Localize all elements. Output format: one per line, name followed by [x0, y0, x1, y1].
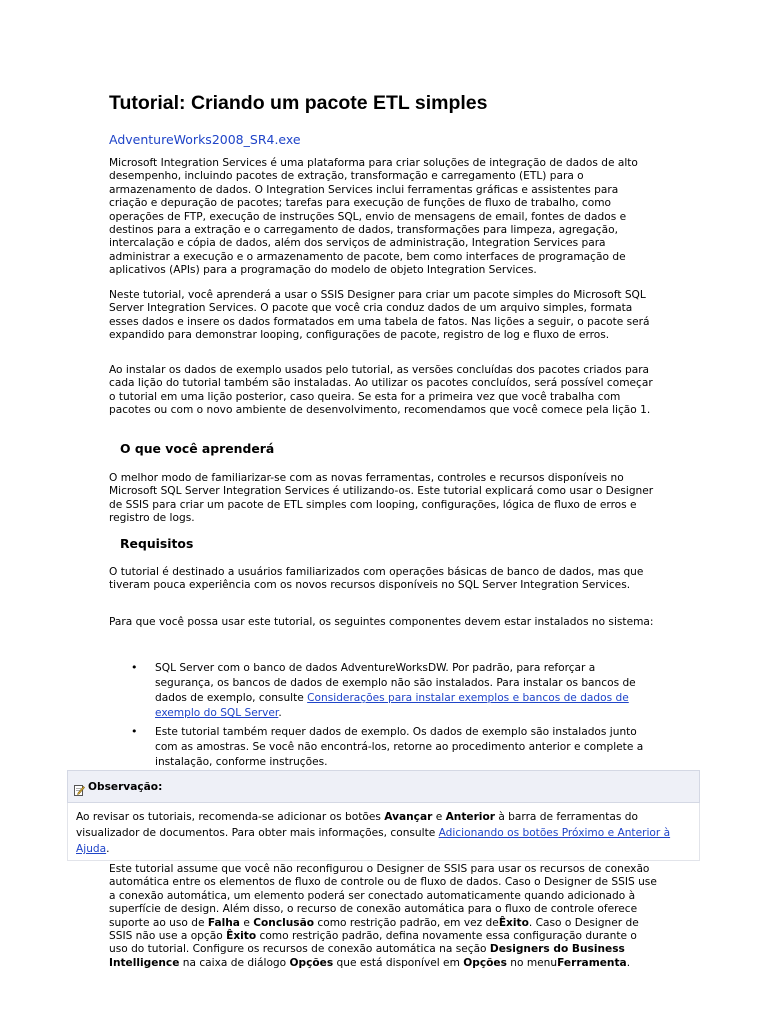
note-text: à barra de ferramentas do visualizador de documentos. Para obter mais informações, consulte: [76, 811, 638, 839]
paragraph-text: como restrição padrão, em vez de: [314, 916, 499, 929]
note-text: Ao revisar os tutoriais, recomenda-se adicionar os botões: [76, 811, 385, 823]
paragraph-text: Este tutorial assume que você não reconfigurou o Designer de SSIS para usar os recursos de conexão automática entre os elementos de fluxo de controle ou de fluxo de dados. Caso o Designer de SSIS use a conexão automática, um elemento poderá ser conectado automaticamente quando adicionado à superfície de design. Além disso, o recurso de conexão automática para o fluxo de controle oferece suporte ao uso de: [109, 863, 657, 929]
bold-text: Êxito: [498, 916, 529, 929]
list-item-text: .: [278, 707, 282, 719]
requirements-paragraph: O tutorial é destinado a usuários familiarizados com operações básicas de banco de dados, mas que tiveram pouca experiência com os novos recursos disponíveis no SQL Server Integration Services.: [109, 566, 644, 592]
paragraph-text: . Caso o Designer de SSIS não use a opção: [109, 916, 639, 943]
add-buttons-help-link[interactable]: Adicionando os botões Próximo e Anterior à Ajuda: [76, 827, 671, 855]
list-item-text: Este tutorial também requer dados de exemplo. Os dados de exemplo são instalados junto com as amostras. Se você não encontrá-los, retorne ao procedimento anterior e complete a instalação, conforme instruções.: [155, 726, 644, 768]
paragraph-text: como restrição padrão, defina novamente essa configuração durante o uso do tutorial. Configure os recursos de conexão automática na seção: [109, 930, 637, 956]
intro-paragraph: Ao instalar os dados de exemplo usados pelo tutorial, as versões concluídas dos pacotes criados para cada lição do tutorial também são instaladas. Ao utilizar os pacotes concluídos, será possível começar o tutorial em uma lição posterior, caso queira. Se esta for a primeira vez que você trabalha com pacotes ou com o novo ambiente de desenvolvimento, recomendamos que você comece pela lição 1.: [109, 364, 653, 417]
bullet: •: [131, 661, 138, 674]
bullet: •: [131, 725, 138, 738]
bold-text: Ferramenta: [557, 956, 627, 969]
intro-paragraph: Neste tutorial, você aprenderá a usar o SSIS Designer para criar um pacote simples do Microsoft SQL Server Integration Services. O pacote que você cria conduz dados de um arquivo simples, formata esses dados e insere os dados formatados em uma tabela de fatos. Nas lições a seguir, o pacote será expandido para demonstrar looping, configurações de pacote, registro de log e fluxo de erros.: [109, 289, 650, 342]
paragraph-text: no menu: [506, 956, 558, 969]
note-text: .: [106, 843, 110, 855]
note-bold-text: Anterior: [445, 811, 495, 823]
list-item: [109, 661, 657, 721]
intro-paragraph: Microsoft Integration Services é uma plataforma para criar soluções de integração de dados de alto desempenho, incluindo pacotes de extração, transformação e carregamento (ETL) para o armazenamento de dados. O Integration Services inclui ferramentas gráficas e assistentes para criação e depuração de pacotes; tarefas para execução de funções de fluxo de trabalho, como operações de FTP, execução de instruções SQL, envio de mensagens de email, fontes de dados e destinos para a extração e o carregamento de dados, transformações para limpeza, agregação, intercalação e cópia de dados, além dos serviços de administração, Integration Services para administrar a execução e o armazenamento de pacote, bem como interfaces de programação de aplicativos (APIs) para a programação do modelo de objeto Integration Services.: [109, 157, 638, 277]
note-header: [67, 770, 700, 803]
note-body: [67, 803, 700, 861]
note-bold-text: Avançar: [384, 811, 433, 823]
autoconnect-paragraph: [109, 863, 657, 970]
bold-text: Falha: [207, 916, 240, 929]
section-heading-requirements: Requisitos: [120, 536, 194, 551]
note-pencil-icon: [74, 781, 85, 800]
list-item-text: SQL Server com o banco de dados AdventureWorksDW. Por padrão, para reforçar a segurança, os bancos de dados de exemplo não são instalados. Para instalar os bancos de dados de exemplo, consulte: [155, 662, 636, 704]
page-title: Tutorial: Criando um pacote ETL simples: [109, 92, 488, 114]
paragraph-text: .: [626, 956, 631, 969]
list-item: [109, 725, 657, 770]
paragraph-text: na caixa de diálogo: [179, 956, 290, 969]
paragraph-text: e: [239, 916, 254, 929]
paragraph-text: que está disponível em: [333, 956, 464, 969]
requirements-paragraph: Para que você possa usar este tutorial, os seguintes componentes devem estar instalados no sistema:: [109, 616, 654, 628]
bold-text: Opções: [289, 956, 334, 969]
bold-text: Opções: [463, 956, 507, 969]
note-title: Observação:: [88, 781, 163, 793]
download-exe-link[interactable]: AdventureWorks2008_SR4.exe: [109, 132, 301, 147]
requirements-list: [109, 661, 657, 774]
bold-text: Conclusão: [253, 916, 315, 929]
learn-paragraph: O melhor modo de familiarizar-se com as novas ferramentas, controles e recursos disponíveis no Microsoft SQL Server Integration Services é utilizando-os. Este tutorial explicará como usar o Designer de SSIS para criar um pacote de ETL simples com looping, configurações, lógica de fluxo de erros e registro de logs.: [109, 472, 654, 525]
bold-text: Êxito: [226, 930, 257, 943]
bold-text: Designers do Business Intelligence: [109, 943, 625, 969]
note-text: e: [432, 811, 446, 823]
install-samples-link[interactable]: Considerações para instalar exemplos e bancos de dados de exemplo do SQL Server: [155, 692, 629, 719]
section-heading-learn: O que você aprenderá: [120, 441, 275, 456]
